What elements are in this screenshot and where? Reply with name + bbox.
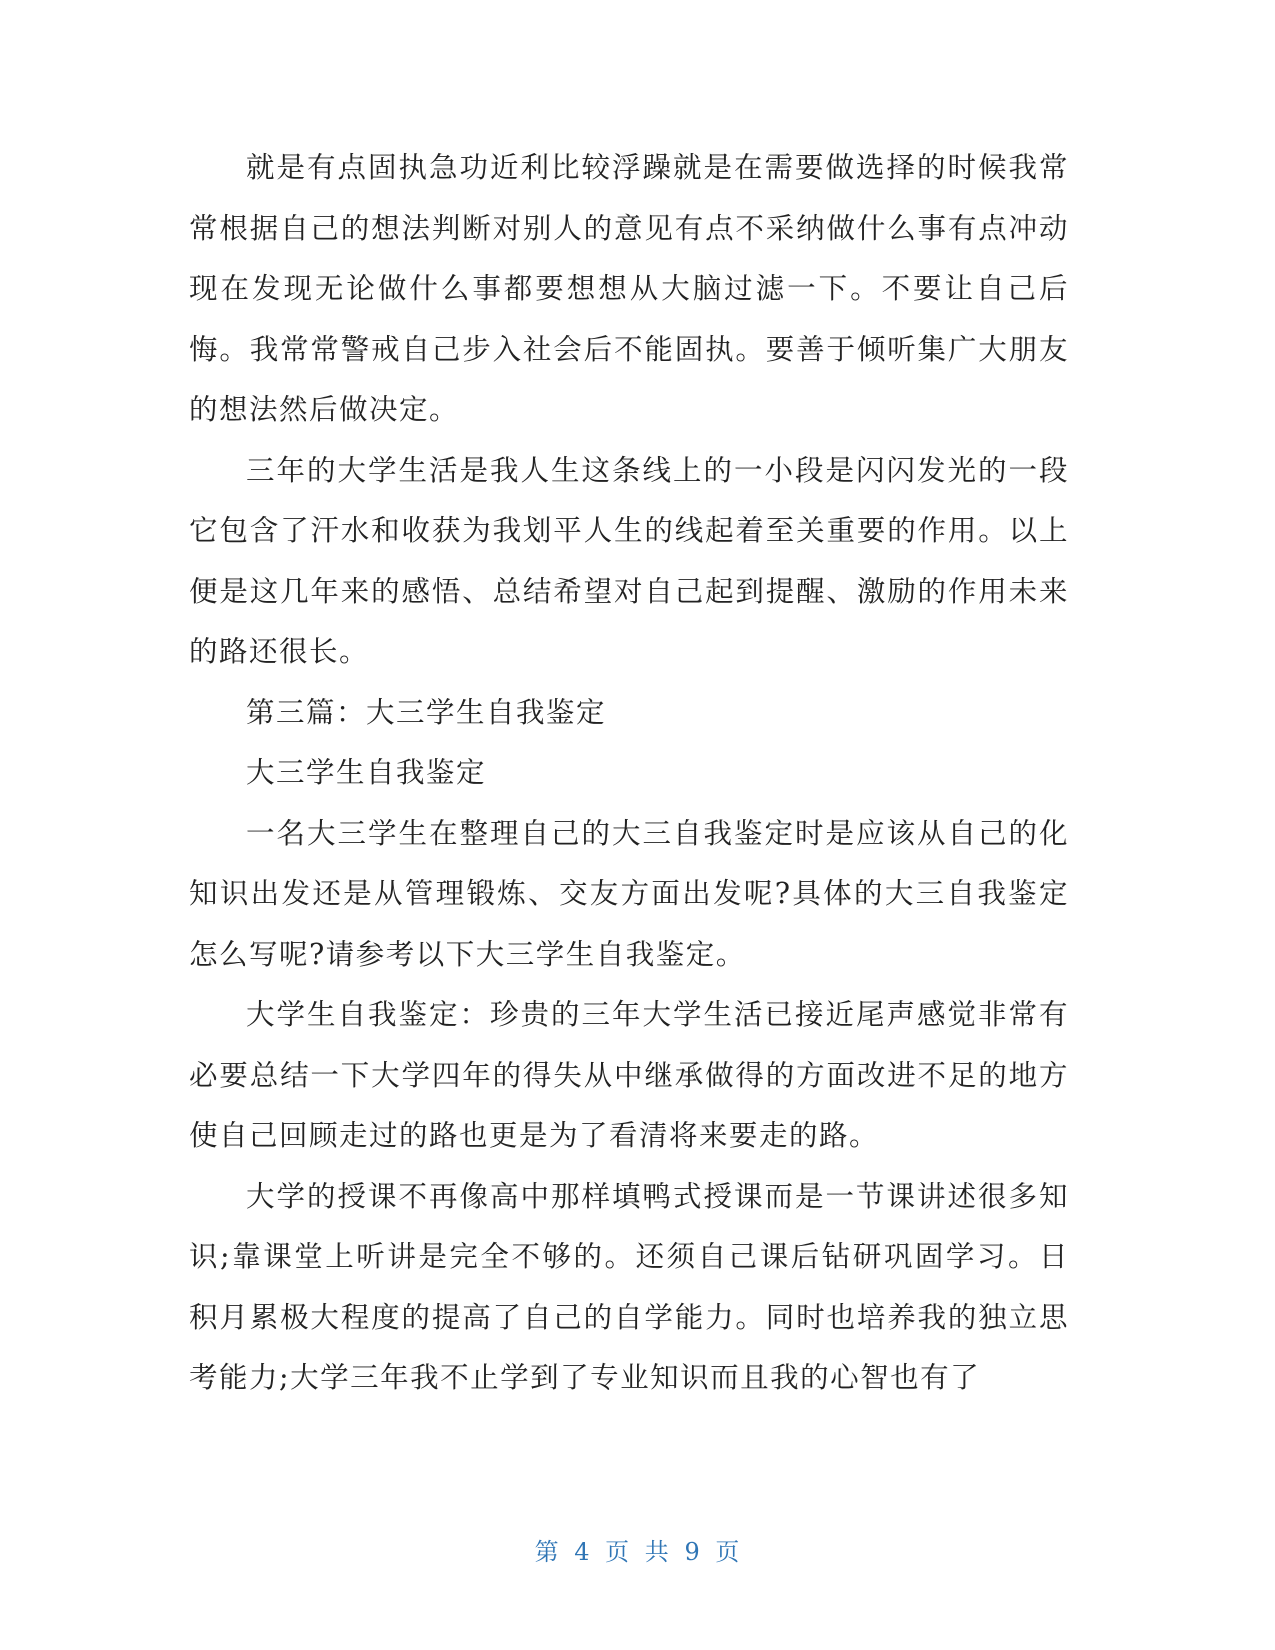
paragraph-intro: 一名大三学生在整理自己的大三自我鉴定时是应该从自己的化知识出发还是从管理锻炼、交友方面出发呢?具体的大三自我鉴定怎么写呢?请参考以下大三学生自我鉴定。 bbox=[189, 816, 1069, 971]
paragraph-weakness: 就是有点固执急功近利比较浮躁就是在需要做选择的时候我常常根据自己的想法判断对别人的意见有点不采纳做什么事有点冲动现在发现无论做什么事都要想想从大脑过滤一下。不要让自己后悔。我常常警戒自己步入社会后不能固执。要善于倾听集广大朋友的想法然后做决定。 bbox=[189, 151, 1069, 426]
paragraph-self-assessment: 大学生自我鉴定：珍贵的三年大学生活已接近尾声感觉非常有必要总结一下大学四年的得失从中继承做得的方面改进不足的地方使自己回顾走过的路也更是为了看清将来要走的路。 bbox=[189, 998, 1069, 1152]
paragraph-college-life: 三年的大学生活是我人生这条线上的一小段是闪闪发光的一段它包含了汗水和收获为我划平人生的线起着至关重要的作用。以上便是这几年来的感悟、总结希望对自己起到提醒、激励的作用未来的路还很长。 bbox=[189, 453, 1069, 668]
page-number-footer: 第 4 页 共 9 页 bbox=[534, 1538, 741, 1566]
section-heading: 第三篇：大三学生自我鉴定 bbox=[246, 695, 607, 729]
section-title: 大三学生自我鉴定 bbox=[246, 756, 487, 789]
document-body bbox=[189, 138, 1069, 1409]
paragraph-study: 大学的授课不再像高中那样填鸭式授课而是一节课讲述很多知识;靠课堂上听讲是完全不够的。还须自己课后钻研巩固学习。日积月累极大程度的提高了自己的自学能力。同时也培养我的独立思考能力;大学三年我不止学到了专业知识而且我的心智也有了 bbox=[189, 1179, 1069, 1394]
